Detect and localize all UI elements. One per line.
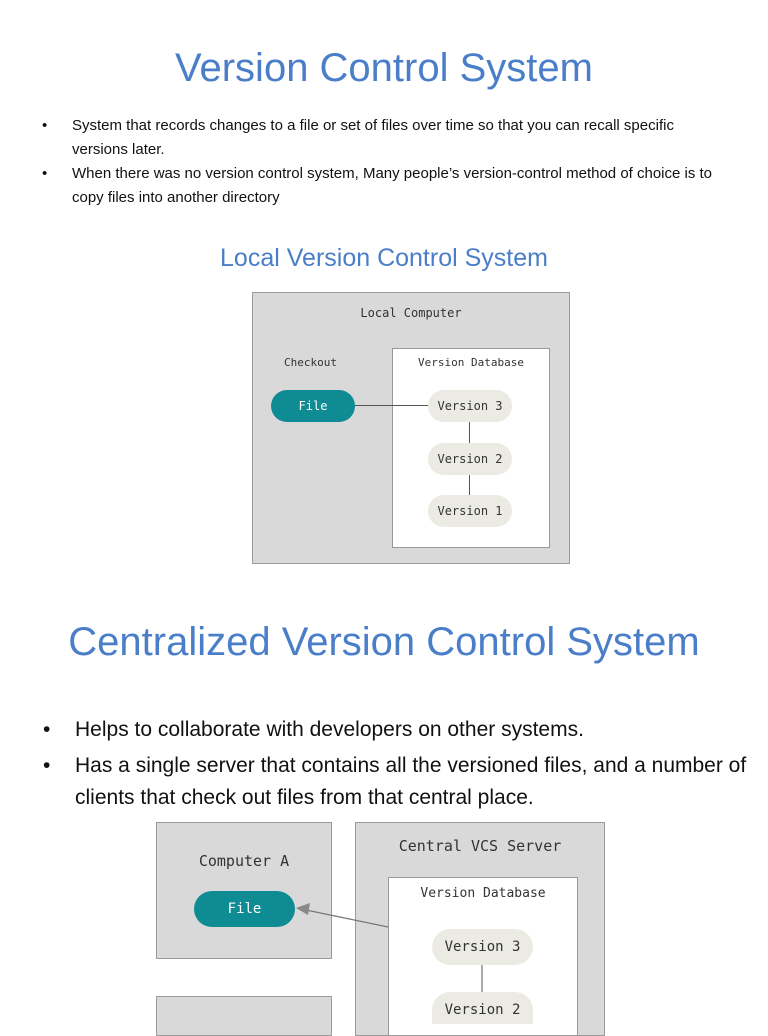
bullet-item: • Has a single server that contains all the versioned files, and a number of clients that check out files from that central place.: [75, 750, 755, 814]
version-3-pill: Version 3: [428, 390, 512, 422]
checkout-label: Checkout: [284, 356, 337, 369]
computer-a-label: Computer A: [198, 852, 290, 870]
version-database-label: Version Database: [418, 356, 524, 369]
version-database-label: Version Database: [420, 886, 546, 901]
version-2-pill: Version 2: [428, 443, 512, 475]
local-computer-label: Local Computer: [360, 306, 462, 320]
version-2-pill: Version 2: [432, 992, 533, 1024]
version-1-pill: Version 1: [428, 495, 512, 527]
central-server-label: Central VCS Server: [398, 837, 562, 855]
bullet-item: • System that records changes to a file or set of files over time so that you can recall specific versions later.: [72, 114, 732, 162]
bullet-item: • When there was no version control system, Many people’s version-control method of choice is to copy files into another directory: [72, 162, 732, 210]
file-pill: File: [271, 390, 355, 422]
file-pill: File: [194, 891, 295, 927]
bullet-item: • Helps to collaborate with developers on other systems.: [75, 714, 755, 746]
slide-title: Version Control System: [175, 46, 593, 90]
version-3-pill: Version 3: [432, 929, 533, 965]
slide-title: Centralized Version Control System: [68, 620, 700, 664]
diagram-subtitle: Local Version Control System: [220, 244, 548, 272]
